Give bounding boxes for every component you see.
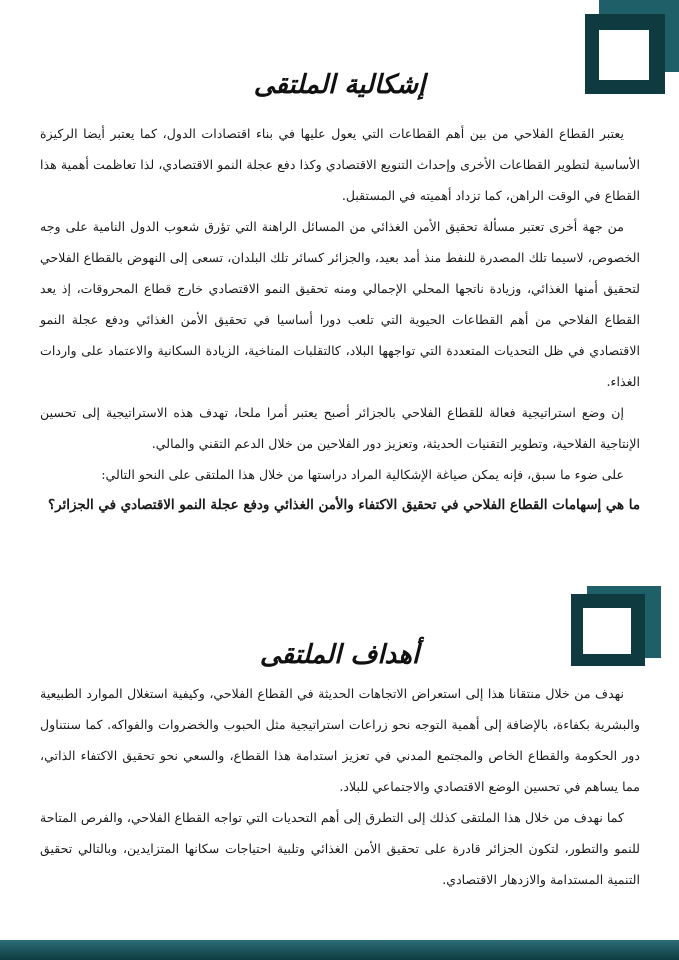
section1-body [40,118,640,521]
research-question: ما هي إسهامات القطاع الفلاحي في تحقيق الاكتفاء والأمن الغذائي ودفع عجلة النمو الاقتصادي في الجزائر؟ [48,497,640,513]
paragraph: نهدف من خلال منتقانا هذا إلى استعراض الاتجاهات الحديثة في القطاع الفلاحي، وكيفية استغلال الموارد الطبيعية والبشرية بكفاءة، بالإضافة إلى أهمية التوجه نحو زراعات استراتيجية مثل الحبوب والخضروات والفواكه. كما سنتناول دور الحكومة والقطاع الخاص والمجتمع المدني في تعزيز استدامة هذا القطاع، والسعي نحو تحقيق الاكتفاء الذاتي، مما يساهم في تحسين الوضع الاقتصادي والاجتماعي للبلاد. [40,686,640,794]
paragraph: من جهة أخرى تعتبر مسألة تحقيق الأمن الغذائي من المسائل الراهنة التي تؤرق شعوب الدول النامية على وجه الخصوص، لاسيما تلك المصدرة للنفط منذ أمد بعيد، والجزائر كسائر تلك البلدان، تسعى إلى النهوض بالقطاع الفلاحي لتحقيق أمنها الغذائي، وزيادة ناتجها المحلي الإجمالي ومنه تحقيق النمو الاقتصادي خارج قطاع المحروقات، إذ يعد القطاع الفلاحي من أهم القطاعات الحيوية التي تلعب دورا أساسيا في تحقيق الأمن الغذائي ودفع عجلة النمو الاقتصادي في ظل التحديات المتعددة التي تواجهها البلاد، كالتقلبات المناخية، الزيادة السكانية والاعتماد على واردات الغذاء. [40,219,640,389]
paragraph: كما نهدف من خلال هذا الملتقى كذلك إلى التطرق إلى أهم التحديات التي تواجه القطاع الفلاحي، والفرص المتاحة للنمو والتطور، لتكون الجزائر قادرة على تحقيق الأمن الغذائي وتلبية احتياجات سكانها المتزايدين، وبالتالي تحقيق التنمية المستدامة والازدهار الاقتصادي. [40,810,640,887]
section2-title: أهداف الملتقى [259,640,420,670]
paragraph: يعتبر القطاع الفلاحي من بين أهم القطاعات التي يعول عليها في بناء اقتصادات الدول، كما يعتبر أيضا الركيزة الأساسية لتطوير القطاعات الأخرى وإحداث التنويع الاقتصادي وكذا دفع عجلة النمو الاقتصادي، لذا تعاظمت أهمية هذا القطاع في الوقت الراهن، كما تزداد أهميته في المستقبل. [40,126,640,203]
footer-bar [0,940,679,960]
paragraph: إن وضع استراتيجية فعالة للقطاع الفلاحي بالجزائر أصبح يعتبر أمرا ملحا، تهدف هذه الاستراتيجية إلى تحسين الإنتاجية الفلاحية، وتطوير التقنيات الحديثة، وتعزيز دور الفلاحين من خلال الدعم التقني والمالي. [40,405,640,451]
section2-body [40,678,640,895]
paragraph: على ضوء ما سبق، فإنه يمكن صياغة الإشكالية المراد دراستها من خلال هذا الملتقى على النحو التالي: [101,467,624,482]
section1-title: إشكالية الملتقى [253,70,426,100]
